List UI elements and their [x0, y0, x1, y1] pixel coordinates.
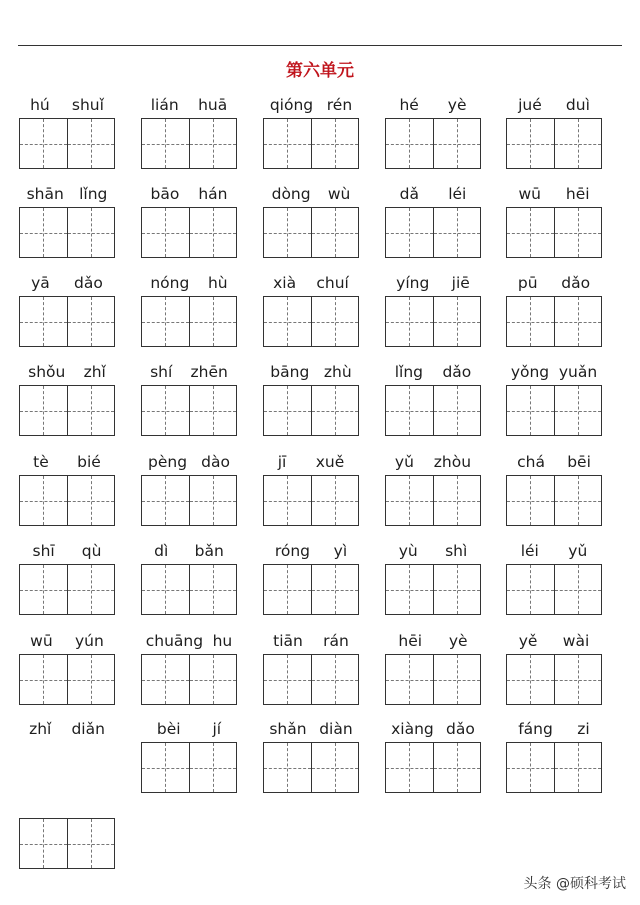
pinyin-syllable: yuǎn — [558, 363, 598, 381]
pinyin-syllable: bǎn — [194, 542, 224, 560]
writing-boxes[interactable] — [141, 475, 237, 526]
pinyin-syllable: wū — [30, 632, 53, 650]
writing-cell[interactable] — [433, 208, 481, 257]
pinyin-label — [506, 718, 602, 738]
writing-boxes[interactable] — [263, 475, 359, 526]
writing-cell[interactable] — [507, 565, 554, 614]
pinyin-label — [141, 630, 237, 650]
writing-cell[interactable] — [507, 208, 554, 257]
pinyin-label — [141, 94, 237, 114]
pinyin-syllable: wū — [518, 185, 541, 203]
pinyin-syllable: yè — [447, 96, 467, 114]
writing-boxes[interactable] — [19, 475, 115, 526]
writing-cell[interactable] — [189, 476, 237, 525]
pinyin-label — [263, 451, 359, 471]
writing-boxes[interactable] — [19, 207, 115, 258]
writing-cell[interactable] — [189, 565, 237, 614]
pinyin-syllable: lǐng — [394, 363, 423, 381]
pinyin-label — [19, 451, 115, 471]
writing-cell[interactable] — [311, 297, 359, 346]
writing-cell[interactable] — [507, 655, 554, 704]
writing-boxes[interactable] — [141, 564, 237, 615]
pinyin-syllable: bāng — [270, 363, 310, 381]
pinyin-label — [263, 361, 359, 381]
writing-cell[interactable] — [554, 386, 602, 435]
writing-cell[interactable] — [507, 743, 554, 792]
writing-cell[interactable] — [142, 297, 189, 346]
pinyin-syllable: hán — [198, 185, 228, 203]
pinyin-syllable: zhǐ — [83, 363, 106, 381]
writing-boxes[interactable] — [263, 654, 359, 705]
writing-boxes[interactable] — [506, 654, 602, 705]
pinyin-label — [19, 540, 115, 560]
pinyin-label — [385, 361, 481, 381]
pinyin-label — [263, 183, 359, 203]
pinyin-label — [19, 94, 115, 114]
pinyin-label — [141, 718, 237, 738]
pinyin-syllable: jué — [518, 96, 542, 114]
writing-cell[interactable] — [20, 655, 67, 704]
pinyin-syllable: hù — [207, 274, 228, 292]
pinyin-syllable: chá — [517, 453, 545, 471]
pinyin-label — [385, 540, 481, 560]
writing-cell[interactable] — [507, 119, 554, 168]
writing-cell[interactable] — [507, 476, 554, 525]
writing-cell[interactable] — [142, 119, 189, 168]
pinyin-label — [263, 630, 359, 650]
pinyin-label — [263, 540, 359, 560]
pinyin-label — [141, 272, 237, 292]
pinyin-syllable: xià — [273, 274, 297, 292]
writing-boxes[interactable] — [385, 564, 481, 615]
pinyin-syllable: qióng — [269, 96, 314, 114]
pinyin-label — [385, 718, 481, 738]
writing-cell[interactable] — [20, 565, 67, 614]
pinyin-syllable: dǎo — [442, 363, 472, 381]
pinyin-syllable: rán — [323, 632, 349, 650]
writing-boxes[interactable] — [385, 654, 481, 705]
pinyin-syllable: lǐng — [79, 185, 108, 203]
writing-boxes[interactable] — [385, 296, 481, 347]
pinyin-syllable: yǒng — [510, 363, 550, 381]
writing-boxes[interactable] — [506, 385, 602, 436]
writing-cell[interactable] — [554, 297, 602, 346]
writing-boxes[interactable] — [263, 564, 359, 615]
writing-cell[interactable] — [142, 565, 189, 614]
writing-cell[interactable] — [386, 386, 433, 435]
pinyin-syllable: jí — [212, 720, 222, 738]
writing-cell[interactable] — [189, 743, 237, 792]
pinyin-label — [506, 540, 602, 560]
writing-boxes[interactable] — [19, 564, 115, 615]
pinyin-label — [19, 630, 115, 650]
pinyin-label — [263, 718, 359, 738]
pinyin-syllable: dǎo — [561, 274, 591, 292]
pinyin-syllable: bāo — [150, 185, 180, 203]
pinyin-syllable: zhēn — [190, 363, 228, 381]
pinyin-syllable: dǎo — [74, 274, 103, 292]
pinyin-syllable: hú — [30, 96, 50, 114]
pinyin-syllable: huā — [198, 96, 228, 114]
pinyin-syllable: tè — [33, 453, 49, 471]
writing-cell[interactable] — [189, 386, 237, 435]
writing-cell[interactable] — [20, 476, 67, 525]
writing-cell[interactable] — [264, 565, 311, 614]
pinyin-syllable: yā — [31, 274, 50, 292]
writing-cell[interactable] — [386, 297, 433, 346]
pinyin-label — [506, 361, 602, 381]
writing-cell[interactable] — [20, 119, 67, 168]
pinyin-syllable: hēi — [565, 185, 590, 203]
pinyin-syllable: zhòu — [433, 453, 472, 471]
pinyin-syllable: xiàng — [391, 720, 434, 738]
writing-cell[interactable] — [386, 119, 433, 168]
writing-cell[interactable] — [311, 386, 359, 435]
pinyin-syllable: shǎn — [269, 720, 307, 738]
writing-cell[interactable] — [264, 208, 311, 257]
watermark: 头条 @硕科考试 — [523, 876, 626, 892]
writing-cell[interactable] — [311, 743, 359, 792]
pinyin-syllable: shān — [26, 185, 64, 203]
pinyin-syllable: shǒu — [28, 363, 66, 381]
writing-boxes[interactable] — [506, 742, 602, 793]
pinyin-label — [506, 94, 602, 114]
writing-cell[interactable] — [20, 297, 67, 346]
pinyin-syllable: yì — [333, 542, 348, 560]
pinyin-label — [19, 718, 115, 738]
pinyin-syllable: yún — [75, 632, 104, 650]
writing-cell[interactable] — [554, 565, 602, 614]
pinyin-syllable: xuě — [315, 453, 345, 471]
writing-cell[interactable] — [311, 476, 359, 525]
writing-cell[interactable] — [67, 476, 115, 525]
writing-cell[interactable] — [142, 386, 189, 435]
pinyin-syllable: dòng — [271, 185, 311, 203]
writing-cell[interactable] — [67, 819, 115, 868]
pinyin-syllable: diǎn — [71, 720, 105, 738]
pinyin-label — [19, 272, 115, 292]
pinyin-label — [141, 451, 237, 471]
pinyin-label — [506, 272, 602, 292]
writing-boxes[interactable] — [141, 118, 237, 169]
writing-cell[interactable] — [386, 655, 433, 704]
writing-boxes[interactable] — [263, 385, 359, 436]
writing-cell[interactable] — [554, 655, 602, 704]
writing-cell[interactable] — [386, 476, 433, 525]
writing-cell[interactable] — [264, 655, 311, 704]
writing-boxes[interactable] — [141, 296, 237, 347]
page-title: 第六单元 — [286, 61, 354, 81]
writing-cell[interactable] — [554, 208, 602, 257]
pinyin-label — [141, 183, 237, 203]
writing-boxes[interactable] — [19, 385, 115, 436]
writing-cell[interactable] — [386, 743, 433, 792]
pinyin-label — [19, 183, 115, 203]
pinyin-syllable: dǎo — [446, 720, 475, 738]
pinyin-label — [506, 451, 602, 471]
pinyin-syllable: chuāng — [145, 632, 204, 650]
pinyin-syllable: dào — [201, 453, 230, 471]
pinyin-syllable: shuǐ — [71, 96, 104, 114]
pinyin-syllable: jī — [277, 453, 287, 471]
pinyin-syllable: jiē — [451, 274, 470, 292]
writing-cell[interactable] — [20, 386, 67, 435]
writing-cell[interactable] — [264, 743, 311, 792]
writing-cell[interactable] — [311, 119, 359, 168]
writing-boxes[interactable] — [263, 296, 359, 347]
writing-cell[interactable] — [264, 476, 311, 525]
writing-cell[interactable] — [264, 297, 311, 346]
writing-cell[interactable] — [67, 565, 115, 614]
pinyin-label — [506, 183, 602, 203]
pinyin-syllable: bèi — [156, 720, 181, 738]
writing-cell[interactable] — [386, 565, 433, 614]
writing-cell[interactable] — [433, 386, 481, 435]
writing-boxes[interactable] — [385, 207, 481, 258]
writing-boxes[interactable] — [506, 296, 602, 347]
pinyin-label — [263, 94, 359, 114]
pinyin-syllable: yě — [518, 632, 538, 650]
pinyin-syllable: hu — [212, 632, 233, 650]
pinyin-syllable: yù — [398, 542, 418, 560]
writing-boxes[interactable] — [141, 654, 237, 705]
writing-boxes[interactable] — [506, 207, 602, 258]
pinyin-syllable: nóng — [150, 274, 190, 292]
writing-cell[interactable] — [142, 208, 189, 257]
writing-cell[interactable] — [189, 297, 237, 346]
writing-cell[interactable] — [433, 297, 481, 346]
writing-boxes[interactable] — [263, 118, 359, 169]
pinyin-syllable: shī — [32, 542, 55, 560]
writing-cell[interactable] — [67, 297, 115, 346]
pinyin-syllable: rén — [326, 96, 353, 114]
writing-cell[interactable] — [142, 476, 189, 525]
writing-cell[interactable] — [311, 655, 359, 704]
top-rule — [18, 45, 622, 46]
pinyin-syllable: yǔ — [568, 542, 588, 560]
writing-cell[interactable] — [554, 743, 602, 792]
pinyin-syllable: wù — [327, 185, 351, 203]
pinyin-label — [385, 94, 481, 114]
writing-boxes[interactable] — [385, 385, 481, 436]
pinyin-syllable: pū — [517, 274, 538, 292]
pinyin-syllable: tiān — [273, 632, 303, 650]
pinyin-syllable: zhù — [323, 363, 352, 381]
pinyin-syllable: róng — [274, 542, 311, 560]
writing-cell[interactable] — [311, 565, 359, 614]
writing-boxes[interactable] — [141, 385, 237, 436]
writing-boxes[interactable] — [385, 475, 481, 526]
writing-cell[interactable] — [189, 119, 237, 168]
writing-cell[interactable] — [507, 386, 554, 435]
pinyin-syllable: hé — [399, 96, 419, 114]
writing-cell[interactable] — [311, 208, 359, 257]
writing-cell[interactable] — [189, 655, 237, 704]
pinyin-label — [385, 630, 481, 650]
pinyin-syllable: qù — [81, 542, 102, 560]
pinyin-syllable: lián — [150, 96, 179, 114]
pinyin-syllable: fáng — [518, 720, 553, 738]
writing-cell[interactable] — [142, 655, 189, 704]
writing-cell[interactable] — [554, 476, 602, 525]
pinyin-label — [19, 361, 115, 381]
pinyin-syllable: dì — [154, 542, 169, 560]
writing-boxes[interactable] — [385, 742, 481, 793]
writing-cell[interactable] — [386, 208, 433, 257]
writing-boxes[interactable] — [19, 118, 115, 169]
writing-cell[interactable] — [264, 119, 311, 168]
writing-boxes[interactable] — [506, 475, 602, 526]
writing-cell[interactable] — [20, 208, 67, 257]
writing-cell[interactable] — [433, 655, 481, 704]
pinyin-syllable: bēi — [567, 453, 591, 471]
writing-boxes[interactable] — [385, 118, 481, 169]
pinyin-syllable: hēi — [398, 632, 423, 650]
writing-cell[interactable] — [554, 119, 602, 168]
writing-cell[interactable] — [433, 565, 481, 614]
pinyin-syllable: shì — [445, 542, 468, 560]
pinyin-syllable: léi — [448, 185, 467, 203]
writing-cell[interactable] — [67, 119, 115, 168]
pinyin-syllable: wài — [562, 632, 590, 650]
writing-cell[interactable] — [67, 655, 115, 704]
writing-boxes[interactable] — [19, 296, 115, 347]
pinyin-label — [385, 451, 481, 471]
pinyin-syllable: yǔ — [394, 453, 414, 471]
writing-boxes[interactable] — [19, 654, 115, 705]
writing-boxes[interactable] — [263, 742, 359, 793]
writing-cell[interactable] — [142, 743, 189, 792]
pinyin-syllable: duì — [565, 96, 590, 114]
pinyin-label — [141, 361, 237, 381]
writing-boxes[interactable] — [19, 818, 115, 869]
writing-cell[interactable] — [433, 743, 481, 792]
pinyin-syllable: diàn — [319, 720, 353, 738]
pinyin-syllable: pèng — [148, 453, 188, 471]
pinyin-label — [141, 540, 237, 560]
writing-cell[interactable] — [433, 476, 481, 525]
writing-boxes[interactable] — [506, 564, 602, 615]
pinyin-syllable: yè — [448, 632, 468, 650]
pinyin-syllable: chuí — [316, 274, 349, 292]
pinyin-syllable: bié — [77, 453, 101, 471]
writing-boxes[interactable] — [141, 207, 237, 258]
writing-boxes[interactable] — [263, 207, 359, 258]
pinyin-label — [385, 272, 481, 292]
writing-boxes[interactable] — [506, 118, 602, 169]
writing-cell[interactable] — [189, 208, 237, 257]
pinyin-syllable: yíng — [396, 274, 430, 292]
pinyin-syllable: zi — [577, 720, 590, 738]
writing-cell[interactable] — [67, 386, 115, 435]
writing-cell[interactable] — [433, 119, 481, 168]
writing-cell[interactable] — [20, 819, 67, 868]
pinyin-syllable: dǎ — [399, 185, 419, 203]
pinyin-label — [263, 272, 359, 292]
writing-cell[interactable] — [67, 208, 115, 257]
writing-boxes[interactable] — [141, 742, 237, 793]
writing-cell[interactable] — [507, 297, 554, 346]
pinyin-label — [385, 183, 481, 203]
pinyin-syllable: zhǐ — [29, 720, 52, 738]
pinyin-syllable: shí — [150, 363, 173, 381]
pinyin-syllable: léi — [520, 542, 539, 560]
pinyin-label — [506, 630, 602, 650]
writing-cell[interactable] — [264, 386, 311, 435]
